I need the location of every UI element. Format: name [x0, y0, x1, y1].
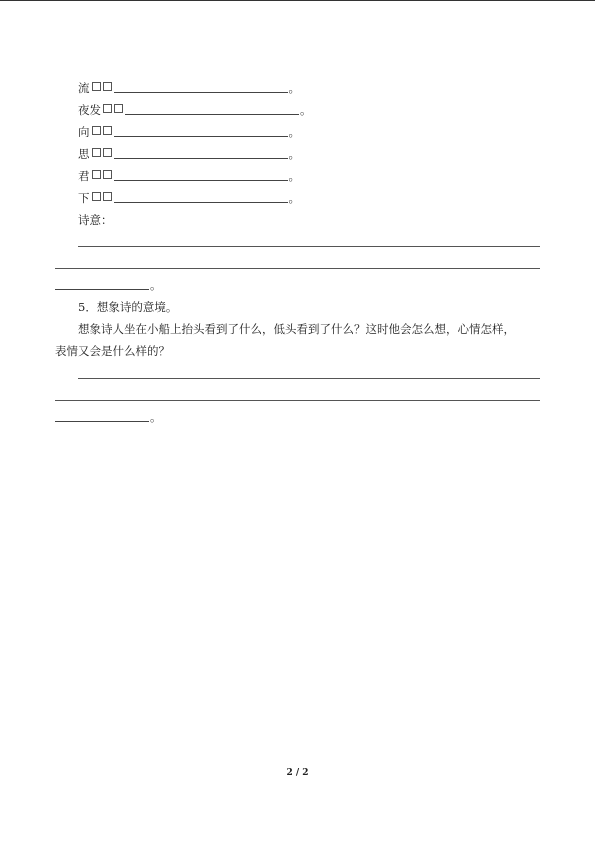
- answer-blank[interactable]: [55, 279, 149, 290]
- period: 。: [288, 191, 300, 205]
- answer-line[interactable]: [55, 268, 540, 269]
- period: 。: [288, 81, 300, 95]
- period: 。: [150, 278, 162, 292]
- vocab-term: 流: [78, 81, 90, 95]
- answer-blank[interactable]: [55, 411, 149, 422]
- period: 。: [288, 147, 300, 161]
- answer-blank[interactable]: [125, 104, 299, 115]
- vocab-item: [78, 191, 300, 205]
- answer-blank[interactable]: [114, 192, 288, 203]
- vocab-item: [78, 125, 300, 139]
- vocab-item: [78, 147, 300, 161]
- blank-box-icon: [103, 170, 112, 179]
- vocab-item: [78, 169, 300, 183]
- answer-blank[interactable]: [114, 148, 288, 159]
- vocab-term: 夜发: [78, 103, 101, 117]
- blank-box-icon: [92, 126, 101, 135]
- period: 。: [150, 410, 162, 424]
- blank-box-icon: [92, 82, 101, 91]
- answer-line[interactable]: [78, 378, 540, 379]
- vocab-term: 下: [78, 191, 90, 205]
- answer-line[interactable]: [55, 400, 540, 401]
- blank-box-icon: [103, 148, 112, 157]
- blank-box-icon: [103, 192, 112, 201]
- vocab-term: 君: [78, 169, 90, 183]
- blank-box-icon: [103, 82, 112, 91]
- blank-box-icon: [103, 126, 112, 135]
- blank-box-icon: [92, 148, 101, 157]
- blank-box-icon: [92, 192, 101, 201]
- answer-line[interactable]: [78, 246, 540, 247]
- blank-box-icon: [92, 170, 101, 179]
- blank-box-icon: [114, 104, 123, 113]
- question-5-title: 5．想象诗的意境。: [78, 300, 178, 314]
- question-5-prompt-line1: 想象诗人坐在小船上抬头看到了什么，低头看到了什么？这时他会怎么想，心情怎样，: [78, 322, 515, 336]
- period: 。: [288, 169, 300, 183]
- shiyi-label: 诗意：: [78, 213, 113, 227]
- vocab-item: [78, 103, 312, 117]
- page-number: 2 / 2: [286, 768, 309, 778]
- answer-blank[interactable]: [114, 170, 288, 181]
- period: 。: [300, 103, 312, 117]
- vocab-item: [78, 81, 300, 95]
- answer-end-row: [55, 278, 162, 292]
- header-rule: [0, 0, 595, 1]
- answer-blank[interactable]: [114, 126, 288, 137]
- vocab-term: 向: [78, 125, 90, 139]
- period: 。: [288, 125, 300, 139]
- answer-end-row: [55, 410, 162, 424]
- blank-box-icon: [103, 104, 112, 113]
- answer-blank[interactable]: [114, 82, 288, 93]
- vocab-term: 思: [78, 147, 90, 161]
- question-5-prompt-line2: 表情又会是什么样的？: [55, 344, 170, 358]
